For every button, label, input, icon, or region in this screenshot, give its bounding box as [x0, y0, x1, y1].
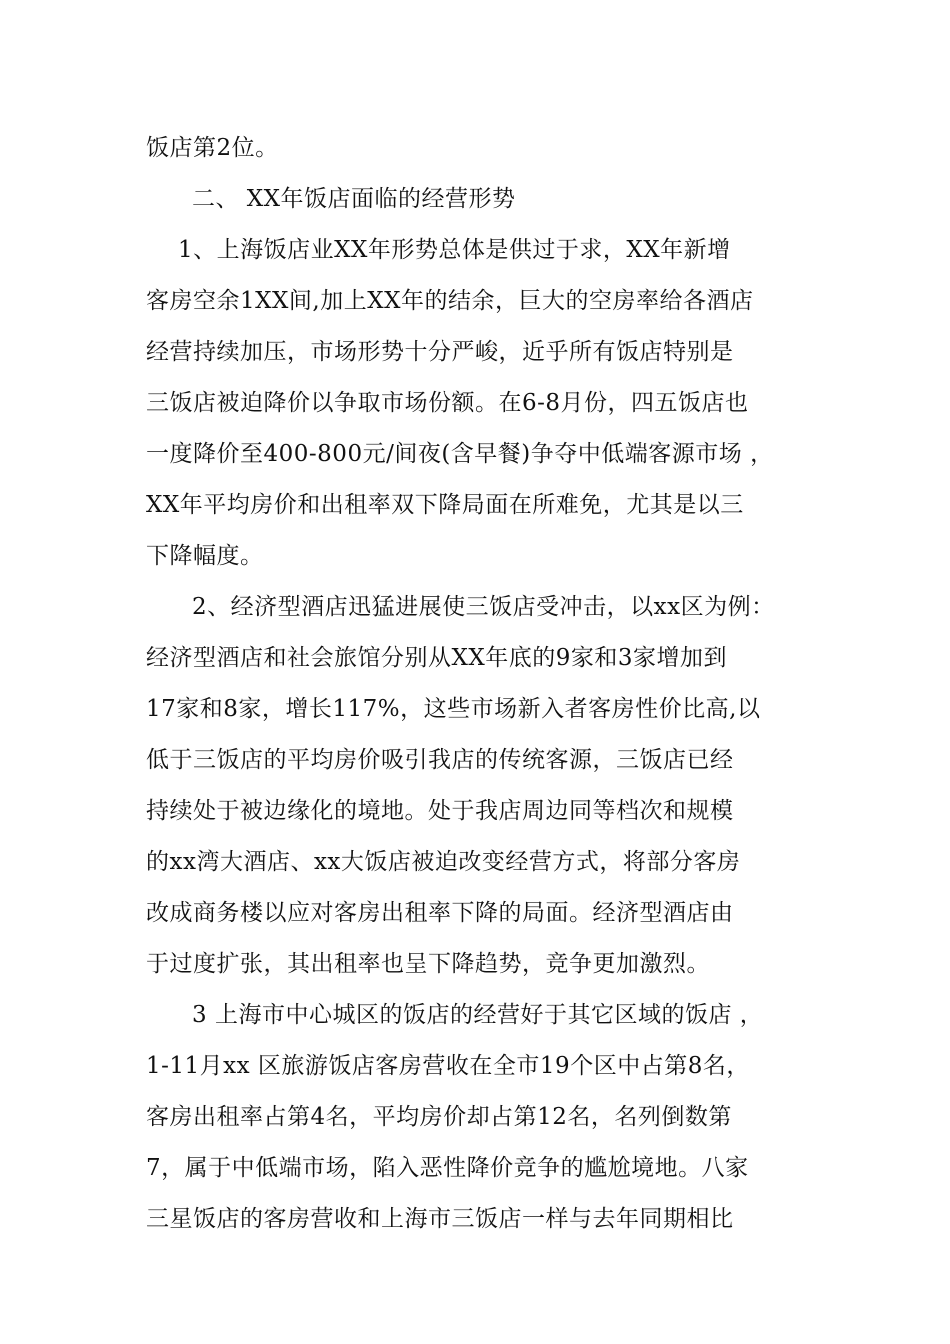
- text-line: 持续处于被边缘化的境地。处于我店周边同等档次和规模: [146, 798, 734, 824]
- text-line: 1、上海饭店业XX年形势总体是供过于求，XX年新增: [178, 237, 731, 263]
- text-line: 7，属于中低端市场，陷入恶性降价竞争的尴尬境地。八家: [146, 1155, 749, 1181]
- text-line: 2、经济型酒店迅猛进展使三饭店受冲击，以xx区为例：: [192, 594, 775, 620]
- text-line: 的xx湾大酒店、xx大饭店被迫改变经营方式，将部分客房: [146, 849, 741, 875]
- text-line: 经营持续加压，市场形势十分严峻，近乎所有饭店特别是: [146, 339, 734, 365]
- text-line: 三星饭店的客房营收和上海市三饭店一样与去年同期相比: [146, 1206, 734, 1232]
- text-line: 于过度扩张，其出租率也呈下降趋势，竞争更加激烈。: [146, 951, 710, 977]
- text-line: 饭店第2位。: [146, 135, 279, 161]
- text-line: 一度降价至400-800元/间夜(含早餐)争夺中低端客源市场 ，: [146, 441, 774, 467]
- text-line: 三饭店被迫降价以争取市场份额。在6-8月份，四五饭店也: [146, 390, 749, 416]
- text-line: XX年平均房价和出租率双下降局面在所难免，尤其是以三: [146, 492, 744, 518]
- text-line: 3 上海市中心城区的饭店的经营好于其它区域的饭店 ，: [192, 1002, 764, 1028]
- text-line: 1-11月xx 区旅游饭店客房营收在全市19个区中占第8名，: [146, 1053, 750, 1079]
- text-line: 低于三饭店的平均房价吸引我店的传统客源，三饭店已经: [146, 747, 734, 773]
- text-line: 改成商务楼以应对客房出租率下降的局面。经济型酒店由: [146, 900, 734, 926]
- text-line: 客房出租率占第4名，平均房价却占第12名，名列倒数第: [146, 1104, 732, 1130]
- text-line: 17家和8家，增长117%，这些市场新入者客房性价比高,以: [146, 696, 761, 722]
- text-line: 下降幅度。: [146, 543, 264, 569]
- text-line: 客房空余1XX间,加上XX年的结余，巨大的空房率给各酒店: [146, 288, 754, 314]
- text-line: 经济型酒店和社会旅馆分别从XX年底的9家和3家增加到: [146, 645, 728, 671]
- section-heading: 二、 XX年饭店面临的经营形势: [192, 186, 516, 212]
